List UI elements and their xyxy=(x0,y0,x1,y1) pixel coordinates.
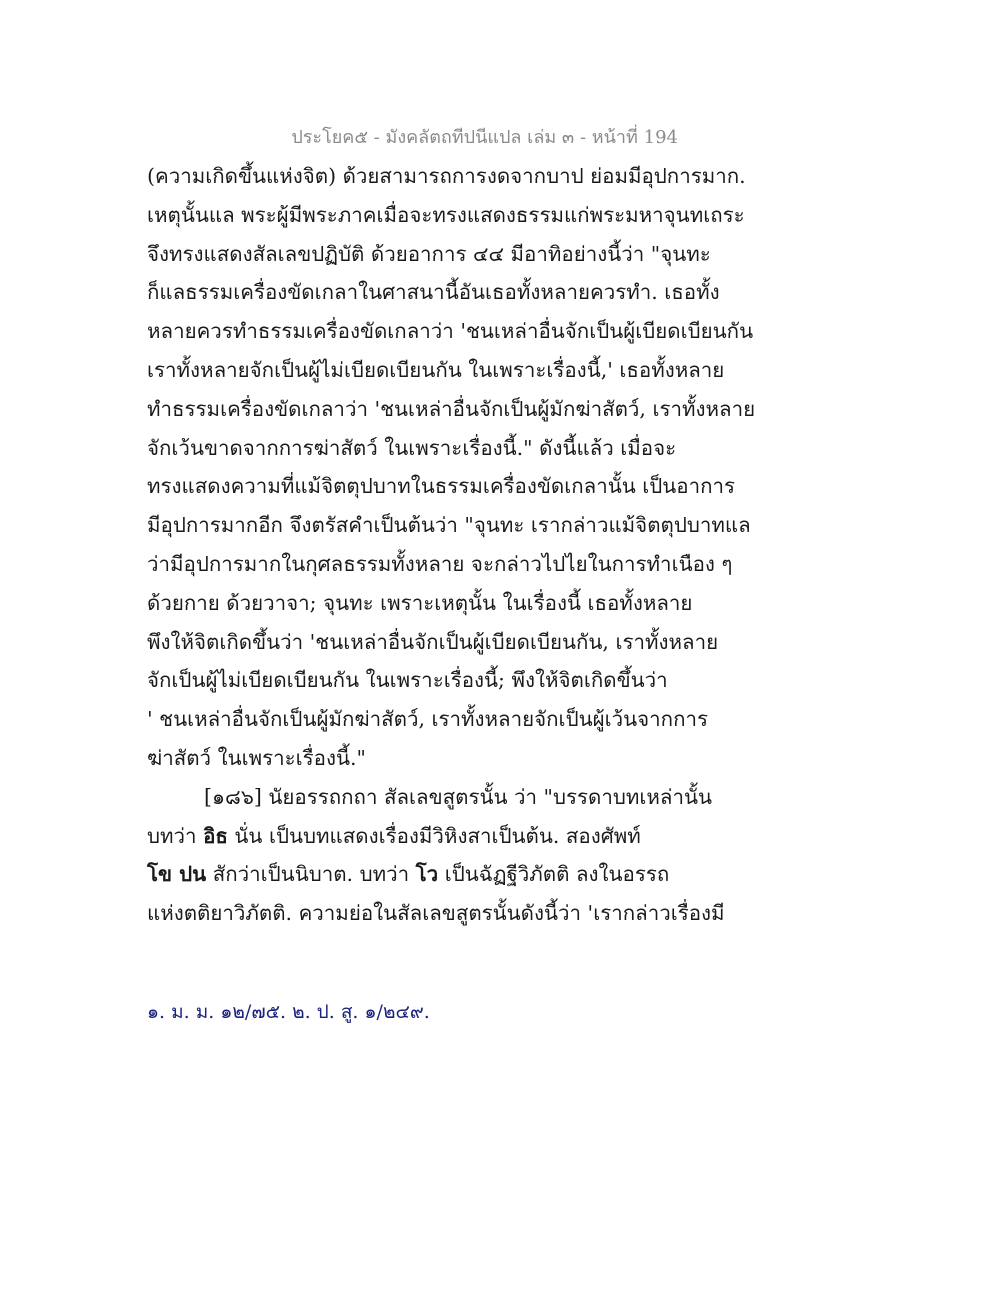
text-line xyxy=(147,855,707,894)
text-line: เราทั้งหลายจักเป็นผู้ไม่เบียดเบียนกัน ในเพราะเรื่องนี้,' เธอทั้งหลาย xyxy=(147,357,725,382)
text-line: ด้วยกาย ด้วยวาจา; จุนทะ เพราะเหตุนั้น ในเรื่องนี้ เธอทั้งหลาย xyxy=(147,590,693,615)
text-line: (ความเกิดขึ้นแห่งจิต) ด้วยสามารถการงดจากบาป ย่อมมีอุปการมาก. xyxy=(147,164,746,188)
text-line: ทรงแสดงความที่แม้จิตตุปบาทในธรรมเครื่องขัดเกลานั้น เป็นอาการ xyxy=(147,474,736,499)
text-line: ' ชนเหล่าอื่นจักเป็นผู้มักฆ่าสัตว์, เราทั้งหลายจักเป็นผู้เว้นจากการ xyxy=(147,707,709,732)
text-segment: สักว่าเป็นนิบาต. บทว่า xyxy=(206,862,416,887)
text-line: ก็แลธรรมเครื่องขัดเกลาในศาสนานี้อันเธอทั้งหลายควรทำ. เธอทั้ง xyxy=(147,280,720,305)
body-text xyxy=(147,157,756,933)
text-line: จึงทรงแสดงสัลเลขปฏิบัติ ด้วยอาการ ๔๔ มีอาทิอย่างนี้ว่า "จุนทะ xyxy=(147,241,711,266)
text-line: ฆ่าสัตว์ ในเพราะเรื่องนี้." xyxy=(147,745,366,770)
text-line: จักเว้นขาดจากการฆ่าสัตว์ ในเพราะเรื่องนี้." ดังนี้แล้ว เมื่อจะ xyxy=(147,435,677,460)
text-segment: เป็นฉัฏฐีวิภัตติ ลงในอรรถ xyxy=(438,862,670,887)
text-segment: นั่น เป็นบทแสดงเรื่องมีวิหิงสาเป็นต้น. สองศัพท์ xyxy=(227,823,641,848)
bold-term: โข ปน xyxy=(147,862,207,887)
footnote: ๑. ม. ม. ๑๒/๗๕. ๒. ป. สู. ๑/๒๔๙. xyxy=(147,1001,430,1023)
text-segment: บทว่า xyxy=(147,823,204,848)
text-line: ทำธรรมเครื่องขัดเกลาว่า 'ชนเหล่าอื่นจักเป็นผู้มักฆ่าสัตว์, เราทั้งหลาย xyxy=(147,396,756,421)
paragraph-start-line: [๑๘๖] นัยอรรถกถา สัลเลขสูตรนั้น ว่า "บรรดาบทเหล่านั้น xyxy=(204,784,712,809)
text-line: มีอุปการมากอีก จึงตรัสคำเป็นต้นว่า "จุนทะ เรากล่าวแม้จิตตุปบาทแล xyxy=(147,513,751,538)
text-line: ว่ามีอุปการมากในกุศลธรรมทั้งหลาย จะกล่าวไปไยในการทำเนือง ๆ xyxy=(147,551,733,576)
page-header: ประโยค๕ - มังคลัตถทีปนีแปล เล่ม ๓ - หน้าที่ 194 xyxy=(291,127,678,148)
text-line: เหตุนั้นแล พระผู้มีพระภาคเมื่อจะทรงแสดงธรรมแก่พระมหาจุนทเถระ xyxy=(147,202,745,227)
text-line: จักเป็นผู้ไม่เบียดเบียนกัน ในเพราะเรื่องนี้; พึงให้จิตเกิดขึ้นว่า xyxy=(147,668,668,693)
text-line: แห่งตติยาวิภัตติ. ความย่อในสัลเลขสูตรนั้นดังนี้ว่า 'เรากล่าวเรื่องมี xyxy=(147,901,725,926)
bold-term: โว xyxy=(415,862,439,887)
text-line: หลายควรทำธรรมเครื่องขัดเกลาว่า 'ชนเหล่าอื่นจักเป็นผู้เบียดเบียนกัน xyxy=(147,319,754,344)
text-line: พึงให้จิตเกิดขึ้นว่า 'ชนเหล่าอื่นจักเป็นผู้เบียดเบียนกัน, เราทั้งหลาย xyxy=(147,629,719,654)
text-line xyxy=(147,817,707,856)
bold-term: อิธ xyxy=(203,823,228,848)
